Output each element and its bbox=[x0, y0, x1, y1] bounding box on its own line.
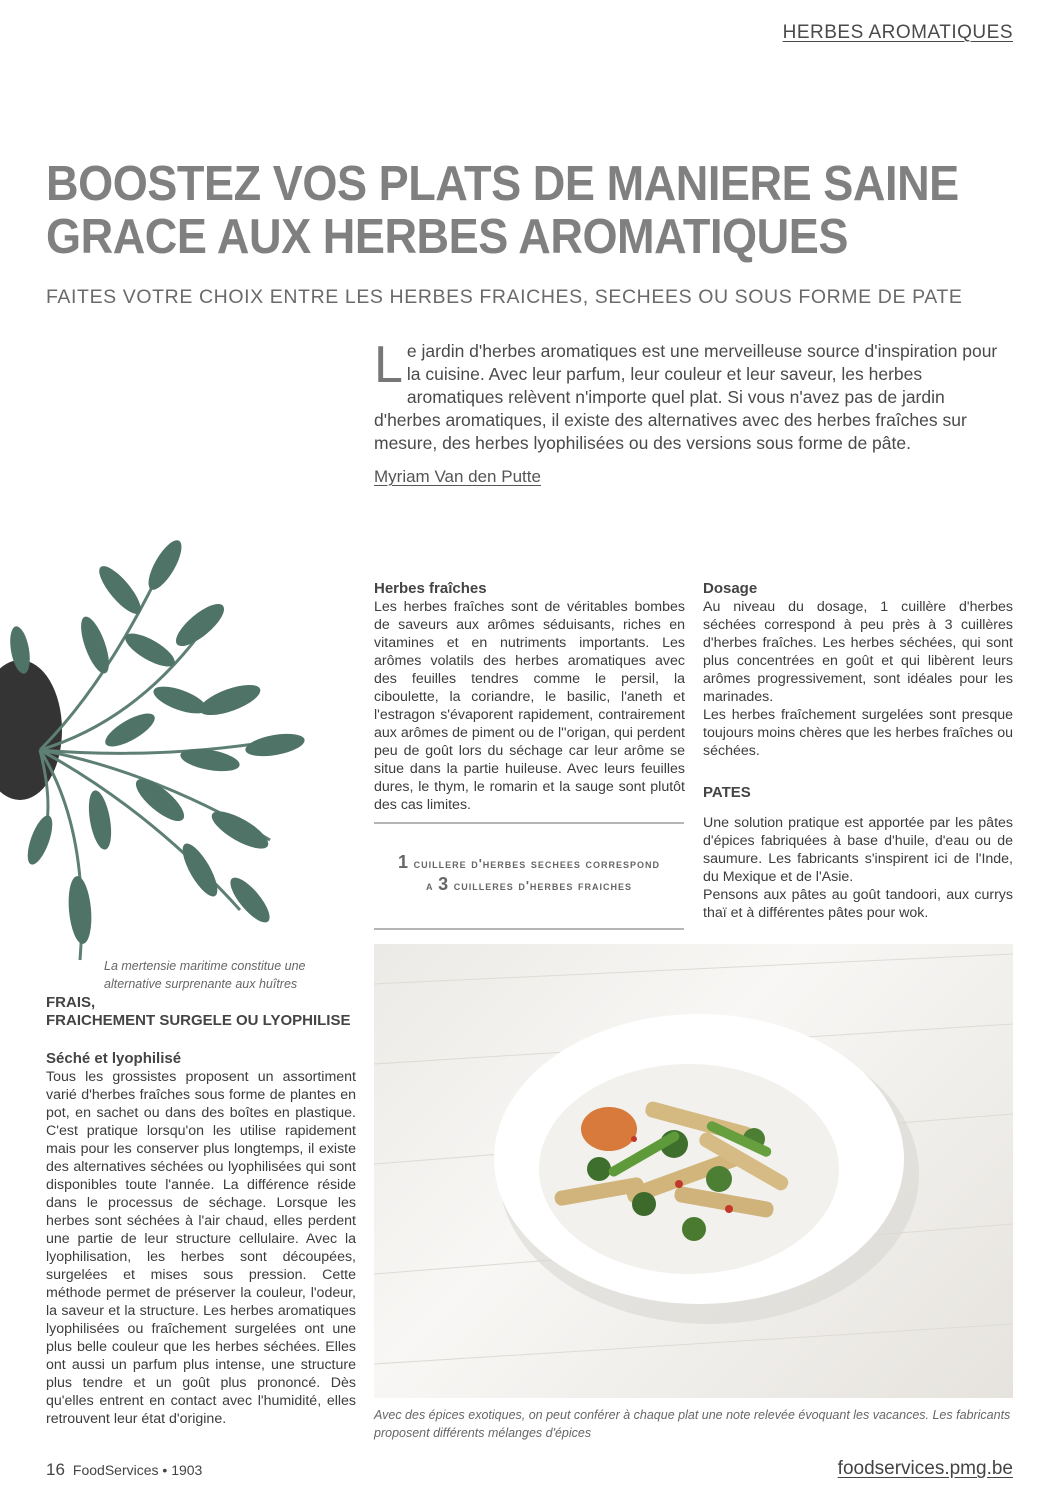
pasta-plate-illustration bbox=[374, 944, 1013, 1398]
dish-photo-caption: Avec des épices exotiques, on peut conférer à chaque plat une note relevée évoquant les vacances. Les fabricants proposent différents mélanges d'épices bbox=[374, 1408, 1011, 1440]
left-subheading: Séché et lyophilisé bbox=[46, 1050, 182, 1067]
drop-cap: L bbox=[374, 336, 403, 394]
quote-line-1 bbox=[374, 852, 684, 874]
title-line-2: GRACE AUX HERBES AROMATIQUES bbox=[46, 210, 848, 264]
section-tag: HERBES AROMATIQUES bbox=[782, 22, 1013, 43]
pates-body-2: Pensons aux pâtes au goût tandoori, aux currys thaï et à différentes pâtes pour wok. bbox=[703, 887, 1013, 921]
publication-name: FoodServices • 1903 bbox=[72, 1462, 203, 1478]
author-byline: Myriam Van den Putte bbox=[374, 467, 541, 486]
right-column bbox=[703, 580, 1013, 922]
intro-paragraph bbox=[374, 336, 1010, 455]
quote-text-2: cuilleres d'herbes fraiches bbox=[453, 878, 633, 893]
page-number: 16 bbox=[46, 1460, 65, 1479]
quote-text-1: cuillere d'herbes sechees correspond bbox=[413, 856, 661, 871]
left-heading-line-1: FRAIS, bbox=[46, 994, 96, 1011]
middle-column bbox=[374, 580, 685, 814]
pasta-dish-photo bbox=[374, 944, 1013, 1398]
quote-number-2: 3 bbox=[438, 874, 450, 894]
dosage-heading: Dosage bbox=[703, 580, 758, 597]
herb-photo-caption: La mertensie maritime constitue une alternative surprenante aux huîtres bbox=[104, 959, 306, 991]
left-heading-line-2: FRAICHEMENT SURGELE OU LYOPHILISE bbox=[46, 1012, 351, 1029]
left-column bbox=[46, 994, 356, 1428]
pull-quote bbox=[374, 822, 684, 930]
quote-number-1: 1 bbox=[397, 852, 409, 872]
article-title bbox=[46, 157, 959, 264]
left-body: Tous les grossistes proposent un assortiment varié d'herbes fraîches sous forme de plantes en pot, en sachet ou dans des boîtes en plastique. C'est pratique lorsqu'on les utilise rapidement mais pour les conserver plus longtemps, il existe des alternatives séchées ou lyophilisées qui sont disponibles toute l'année. La différence réside dans le processus de séchage. Lorsque les herbes sont séchées à l'air chaud, elles perdent une partie de leur structure cellulaire. Avec la lyophilisation, les herbes sont découpées, surgelées et mises sous pression. Cette méthode permet de préserver la couleur, l'odeur, la saveur et la structure. Les herbes aromatiques lyophilisées ou fraîchement surgelées ont une plus belle couleur que les herbes séchées. Elles ont aussi un parfum plus intense, une structure plus tendre et un goût plus prononcé. Dès qu'elles entrent en contact avec l'humidité, elles retrouvent leur état d'origine. bbox=[46, 1069, 356, 1427]
intro-text: e jardin d'herbes aromatiques est une merveilleuse source d'inspiration pour la cuisine. Avec leur parfum, leur couleur et leur saveur, les herbes aromatiques relèvent n'importe quel plat. Si vous n'avez pas de jardin d'herbes aromatiques, il existe des alternatives avec des herbes fraîches sur mesure, des herbes lyophilisées ou des versions sous forme de pâte. bbox=[374, 341, 998, 453]
footer-page-info bbox=[46, 1460, 202, 1480]
herb-photo bbox=[0, 530, 310, 980]
middle-body: Les herbes fraîches sont de véritables bombes de saveurs aux arômes séduisants, riches en vitamines et en nutriments importants. Les arômes volatils des herbes aromatiques avec des feuilles tendres comme le persil, la ciboulette, la coriandre, le basilic, l'aneth et l'estragon s'évaporent rapidement, contrairement aux arômes de piment ou de l''origan, qui perdent peu de goût lors du séchage car leur arôme se situe dans la partie huileuse. Avec leurs feuilles dures, le thym, le romarin et la sauge sont plutôt des cas limites. bbox=[374, 599, 685, 813]
title-line-1: BOOSTEZ VOS PLATS DE MANIERE SAINE bbox=[46, 157, 959, 211]
dosage-body-1: Au niveau du dosage, 1 cuillère d'herbes séchées correspond à peu près à 3 cuillères d'herbes fraîches. Les herbes séchées, qui sont plus concentrées en goût et qui libèrent leurs arômes progressivement, sont idéales pour les marinades. bbox=[703, 599, 1013, 705]
quote-prefix-2: a bbox=[425, 878, 434, 893]
article-subtitle: FAITES VOTRE CHOIX ENTRE LES HERBES FRAICHES, SECHEES OU SOUS FORME DE PATE bbox=[46, 286, 963, 308]
pates-body-1: Une solution pratique est apportée par les pâtes d'épices fabriquées à base d'huile, d'eau ou de saumure. Les fabricants s'inspirent ici de l'Inde, du Mexique et de l'Asie. bbox=[703, 815, 1013, 885]
middle-heading: Herbes fraîches bbox=[374, 580, 487, 597]
mertensia-plant-illustration bbox=[0, 530, 310, 980]
dosage-body-2: Les herbes fraîchement surgelées sont presque toujours moins chères que les herbes fraîches ou séchées. bbox=[703, 707, 1013, 759]
pates-heading: PATES bbox=[703, 784, 751, 801]
website-link[interactable]: foodservices.pmg.be bbox=[837, 1458, 1013, 1479]
quote-line-2 bbox=[374, 874, 684, 896]
